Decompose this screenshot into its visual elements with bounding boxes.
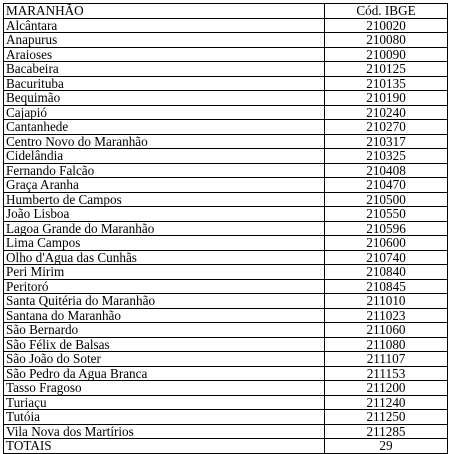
municipality-name-cell: Peri Mirim [4,265,325,280]
ibge-code-cell: 210550 [325,207,448,222]
table-row [4,424,448,439]
ibge-code-cell: 211153 [325,366,448,381]
municipality-name-cell: Cantanhede [4,120,325,135]
ibge-code-cell: 211240 [325,395,448,410]
municipality-name-cell: Tutóia [4,410,325,425]
table-row [4,294,448,309]
ibge-code-cell: 210845 [325,279,448,294]
municipality-name-cell: Santana do Maranhão [4,308,325,323]
ibge-code-cell: 211285 [325,424,448,439]
table-row [4,192,448,207]
municipality-name-cell: Peritoró [4,279,325,294]
table-row [4,207,448,222]
table-row [4,91,448,106]
ibge-code-cell: 210270 [325,120,448,135]
table-row [4,323,448,338]
municipality-name-cell: Lagoa Grande do Maranhão [4,221,325,236]
municipality-name-cell: Santa Quitéria do Maranhão [4,294,325,309]
column-header-state: MARANHÃO [4,4,325,19]
municipality-name-cell: Vila Nova dos Martírios [4,424,325,439]
table-row [4,265,448,280]
ibge-code-cell: 210190 [325,91,448,106]
ibge-code-cell: 210408 [325,163,448,178]
municipality-name-cell: Cidelândia [4,149,325,164]
table-row [4,381,448,396]
municipality-name-cell: Tasso Fragoso [4,381,325,396]
table-body [4,18,448,439]
table-row [4,236,448,251]
ibge-code-cell: 211250 [325,410,448,425]
ibge-code-cell: 211060 [325,323,448,338]
table-row [4,105,448,120]
table-row [4,163,448,178]
municipality-name-cell: Graça Aranha [4,178,325,193]
municipality-name-cell: Olho d'Agua das Cunhãs [4,250,325,265]
ibge-code-cell: 210020 [325,18,448,33]
totals-row [4,439,448,454]
table-row [4,178,448,193]
table-row [4,221,448,236]
table-row [4,47,448,62]
ibge-code-cell: 211200 [325,381,448,396]
ibge-code-cell: 210600 [325,236,448,251]
municipality-name-cell: Turiaçu [4,395,325,410]
table-row [4,308,448,323]
municipality-table [3,3,448,454]
municipality-name-cell: Alcântara [4,18,325,33]
table-row [4,410,448,425]
ibge-code-cell: 210125 [325,62,448,77]
table-row [4,18,448,33]
table-row [4,352,448,367]
municipality-name-cell: Anapurus [4,33,325,48]
municipality-name-cell: Lima Campos [4,236,325,251]
municipality-table-container [3,3,447,454]
municipality-name-cell: Bequimão [4,91,325,106]
table-row [4,62,448,77]
ibge-code-cell: 210317 [325,134,448,149]
municipality-name-cell: São Félix de Balsas [4,337,325,352]
municipality-name-cell: São Pedro da Agua Branca [4,366,325,381]
ibge-code-cell: 210470 [325,178,448,193]
table-row [4,33,448,48]
totals-label: TOTAIS [4,439,325,454]
municipality-name-cell: Cajapió [4,105,325,120]
ibge-code-cell: 210325 [325,149,448,164]
ibge-code-cell: 210240 [325,105,448,120]
table-row [4,395,448,410]
ibge-code-cell: 211010 [325,294,448,309]
table-row [4,76,448,91]
municipality-name-cell: Bacurituba [4,76,325,91]
municipality-name-cell: Araioses [4,47,325,62]
table-row [4,366,448,381]
ibge-code-cell: 210740 [325,250,448,265]
ibge-code-cell: 211107 [325,352,448,367]
municipality-name-cell: Bacabeira [4,62,325,77]
municipality-name-cell: João Lisboa [4,207,325,222]
ibge-code-cell: 210135 [325,76,448,91]
table-row [4,134,448,149]
column-header-ibge-code: Cód. IBGE [325,4,448,19]
ibge-code-cell: 211023 [325,308,448,323]
ibge-code-cell: 211080 [325,337,448,352]
table-row [4,279,448,294]
ibge-code-cell: 210500 [325,192,448,207]
table-row [4,149,448,164]
municipality-name-cell: São João do Soter [4,352,325,367]
ibge-code-cell: 210596 [325,221,448,236]
ibge-code-cell: 210090 [325,47,448,62]
table-row [4,250,448,265]
municipality-name-cell: São Bernardo [4,323,325,338]
municipality-name-cell: Centro Novo do Maranhão [4,134,325,149]
ibge-code-cell: 210840 [325,265,448,280]
table-header-row [4,4,448,19]
ibge-code-cell: 210080 [325,33,448,48]
table-row [4,120,448,135]
table-row [4,337,448,352]
municipality-name-cell: Fernando Falcão [4,163,325,178]
totals-count: 29 [325,439,448,454]
municipality-name-cell: Humberto de Campos [4,192,325,207]
